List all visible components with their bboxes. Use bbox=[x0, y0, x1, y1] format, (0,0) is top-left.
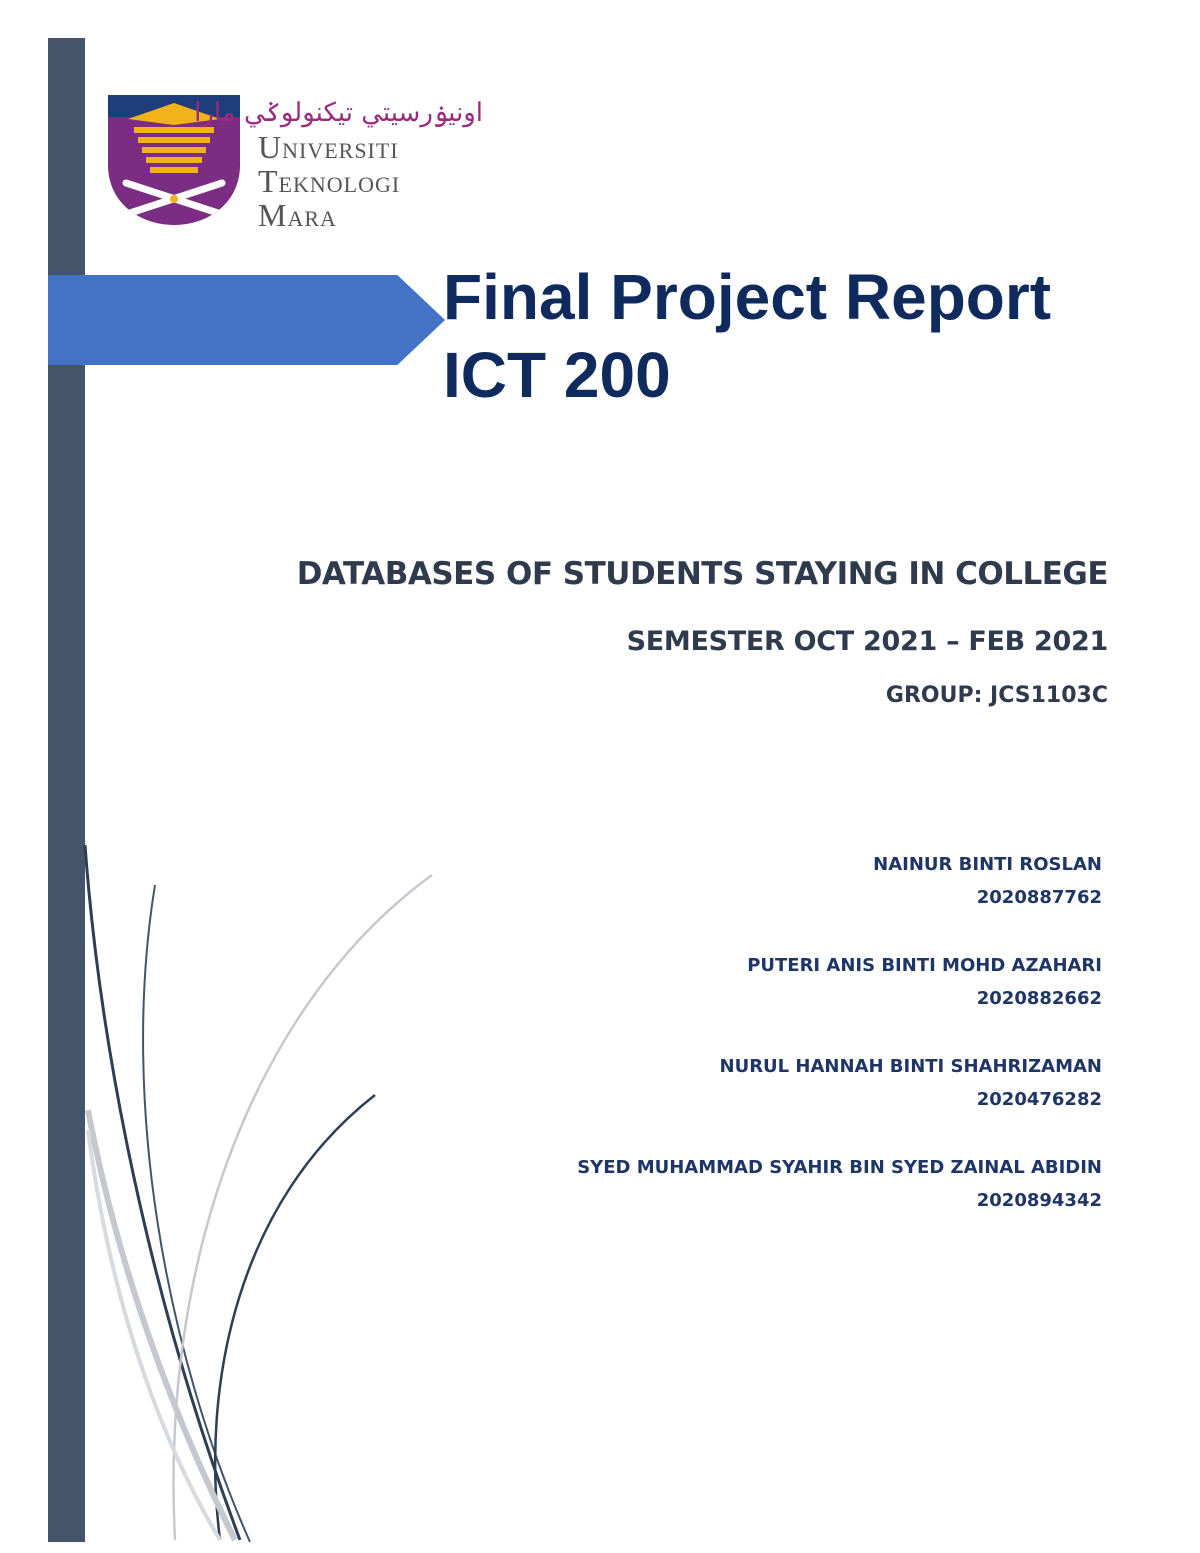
member-id: 2020882662 bbox=[976, 988, 1102, 1009]
logo-jawi-text: اونيۏرسيتي تيكنولوݢي مارا bbox=[194, 98, 483, 128]
member-item bbox=[577, 848, 1102, 914]
member-id: 2020476282 bbox=[976, 1089, 1102, 1110]
title-line-2: ICT 200 bbox=[443, 339, 671, 411]
member-id: 2020887762 bbox=[976, 887, 1102, 908]
logo-word-mara: Mara bbox=[258, 197, 337, 233]
member-item bbox=[577, 1050, 1102, 1116]
member-item bbox=[577, 1151, 1102, 1217]
uitm-logo bbox=[108, 95, 488, 235]
member-name: NURUL HANNAH BINTI SHAHRIZAMAN bbox=[719, 1056, 1102, 1077]
sidebar-bar bbox=[48, 38, 85, 1542]
member-item bbox=[577, 949, 1102, 1015]
title-line-1: Final Project Report bbox=[443, 261, 1052, 333]
arrow-banner bbox=[48, 275, 445, 365]
member-name: SYED MUHAMMAD SYAHIR BIN SYED ZAINAL ABIDIN bbox=[577, 1157, 1102, 1178]
group-text: GROUP: JCS1103C bbox=[885, 683, 1108, 708]
member-list bbox=[577, 848, 1102, 1252]
logo-word-universiti: Universiti bbox=[258, 129, 399, 165]
project-subtitle: DATABASES OF STUDENTS STAYING IN COLLEGE bbox=[296, 556, 1108, 592]
logo-word-teknologi: Teknologi bbox=[258, 163, 401, 199]
member-id: 2020894342 bbox=[976, 1190, 1102, 1211]
member-name: PUTERI ANIS BINTI MOHD AZAHARI bbox=[747, 955, 1102, 976]
member-name: NAINUR BINTI ROSLAN bbox=[873, 854, 1102, 875]
report-title bbox=[443, 258, 1051, 414]
semester-text: SEMESTER OCT 2021 – FEB 2021 bbox=[626, 626, 1108, 657]
